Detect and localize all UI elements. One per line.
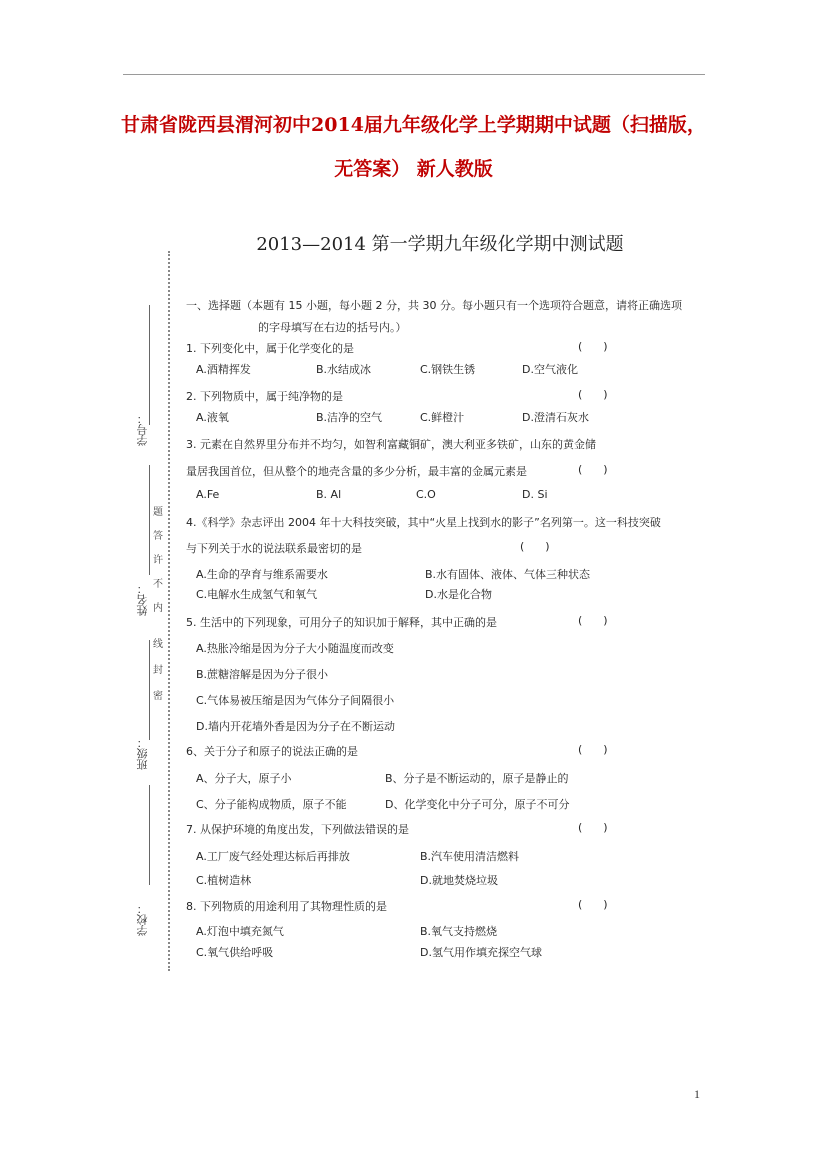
- seal-char: 线: [153, 639, 163, 650]
- q4-option-c: C.电解水生成氢气和氧气: [196, 588, 318, 601]
- q8-option-d: D.氢气用作填充探空气球: [420, 946, 542, 959]
- question-3-stem: 3. 元素在自然界里分布并不均匀，如智利富藏铜矿，澳大利亚多铁矿，山东的黄金储: [186, 438, 596, 451]
- school-blank: [149, 785, 150, 885]
- seal-char: 内: [153, 603, 163, 614]
- section1-instruction: 一、选择题（本题有 15 小题，每小题 2 分，共 30 分。每小题只有一个选项符合题意，请将正确选项: [186, 299, 682, 312]
- question-3-stem-cont: 量居我国首位，但从整个的地壳含量的多少分析，最丰富的金属元素是: [186, 465, 527, 478]
- q1-option-a: A.酒精挥发: [196, 363, 251, 376]
- q2-option-b: B.洁净的空气: [316, 411, 383, 424]
- document-title-line2: 无答案） 新人教版: [334, 158, 493, 180]
- q4-option-a: A.生命的孕育与维系需要水: [196, 568, 328, 581]
- name-label: 姓名：: [136, 583, 149, 616]
- q5-option-a: A.热胀冷缩是因为分子大小随温度而改变: [196, 642, 394, 655]
- question-7-stem: 7. 从保护环境的角度出发，下列做法错误的是: [186, 823, 409, 836]
- q1-option-b: B.水结成冰: [316, 363, 372, 376]
- question-1-stem: 1. 下列变化中，属于化学变化的是: [186, 342, 354, 355]
- answer-bracket: ( ): [578, 463, 608, 476]
- q6-option-a: A、分子大，原子小: [196, 772, 292, 785]
- q2-option-d: D.澄清石灰水: [522, 411, 589, 424]
- q8-option-b: B.氧气支持燃烧: [420, 925, 498, 938]
- student-no-blank: [149, 305, 150, 425]
- question-6-stem: 6、关于分子和原子的说法正确的是: [186, 745, 358, 758]
- q2-option-a: A.液氧: [196, 411, 229, 424]
- question-5-stem: 5. 生活中的下列现象，可用分子的知识加于解释，其中正确的是: [186, 616, 497, 629]
- q2-option-c: C.鲜橙汁: [420, 411, 465, 424]
- seal-char: 题: [153, 507, 163, 518]
- answer-bracket: ( ): [520, 540, 550, 553]
- q7-option-b: B.汽车使用清洁燃料: [420, 850, 520, 863]
- q1-option-d: D.空气液化: [522, 363, 578, 376]
- answer-bracket: ( ): [578, 821, 608, 834]
- q3-option-c: C.O: [416, 488, 436, 501]
- scanned-exam: [130, 215, 720, 975]
- q5-option-c: C.气体易被压缩是因为气体分子间隔很小: [196, 694, 395, 707]
- question-4-stem-cont: 与下列关于水的说法联系最密切的是: [186, 542, 362, 555]
- q5-option-d: D.墙内开花墙外香是因为分子在不断运动: [196, 720, 395, 733]
- question-4-stem: 4.《科学》杂志评出 2004 年十大科技突破，其中“火星上找到水的影子”名列第一。这一科技突破: [186, 516, 661, 529]
- q7-option-a: A.工厂废气经处理达标后再排放: [196, 850, 350, 863]
- q5-option-b: B.蔗糖溶解是因为分子很小: [196, 668, 329, 681]
- q4-option-b: B.水有固体、液体、气体三种状态: [425, 568, 591, 581]
- class-label: 班级：: [136, 737, 149, 770]
- q7-option-d: D.就地焚烧垃圾: [420, 874, 498, 887]
- q6-option-d: D、化学变化中分子可分，原子不可分: [385, 798, 570, 811]
- q3-option-d: D. Si: [522, 488, 548, 501]
- section1-instruction-cont: 的字母填写在右边的括号内。）: [258, 321, 407, 334]
- exam-title: 2013—2014 第一学期九年级化学期中测试题: [256, 234, 624, 255]
- q7-option-c: C.植树造林: [196, 874, 252, 887]
- q3-option-a: A.Fe: [196, 488, 220, 501]
- seal-char: 封: [153, 665, 163, 676]
- name-blank: [149, 465, 150, 575]
- binding-dotted-line: [168, 251, 170, 971]
- q3-option-b: B. Al: [316, 488, 342, 501]
- q8-option-a: A.灯泡中填充氮气: [196, 925, 284, 938]
- answer-bracket: ( ): [578, 614, 608, 627]
- answer-bracket: ( ): [578, 898, 608, 911]
- header-rule: [123, 74, 705, 75]
- document-title-line1: 甘肃省陇西县渭河初中2014届九年级化学上学期期中试题（扫描版，: [121, 114, 706, 136]
- school-label: 学校：: [136, 903, 149, 936]
- q4-option-d: D.水是化合物: [425, 588, 492, 601]
- question-8-stem: 8. 下列物质的用途利用了其物理性质的是: [186, 900, 387, 913]
- question-2-stem: 2. 下列物质中，属于纯净物的是: [186, 390, 343, 403]
- q6-option-c: C、分子能构成物质，原子不能: [196, 798, 347, 811]
- q8-option-c: C.氧气供给呼吸: [196, 946, 274, 959]
- q1-option-c: C.钢铁生锈: [420, 363, 476, 376]
- class-blank: [149, 640, 150, 740]
- q6-option-b: B、分子是不断运动的，原子是静止的: [385, 772, 569, 785]
- seal-char: 密: [153, 691, 163, 702]
- seal-char: 许: [153, 555, 163, 566]
- answer-bracket: ( ): [578, 743, 608, 756]
- student-no-label: 学号：: [136, 413, 149, 446]
- answer-bracket: ( ): [578, 388, 608, 401]
- seal-char: 答: [153, 531, 163, 542]
- seal-char: 不: [153, 579, 163, 590]
- page-number: 1: [694, 1087, 700, 1101]
- answer-bracket: ( ): [578, 340, 608, 353]
